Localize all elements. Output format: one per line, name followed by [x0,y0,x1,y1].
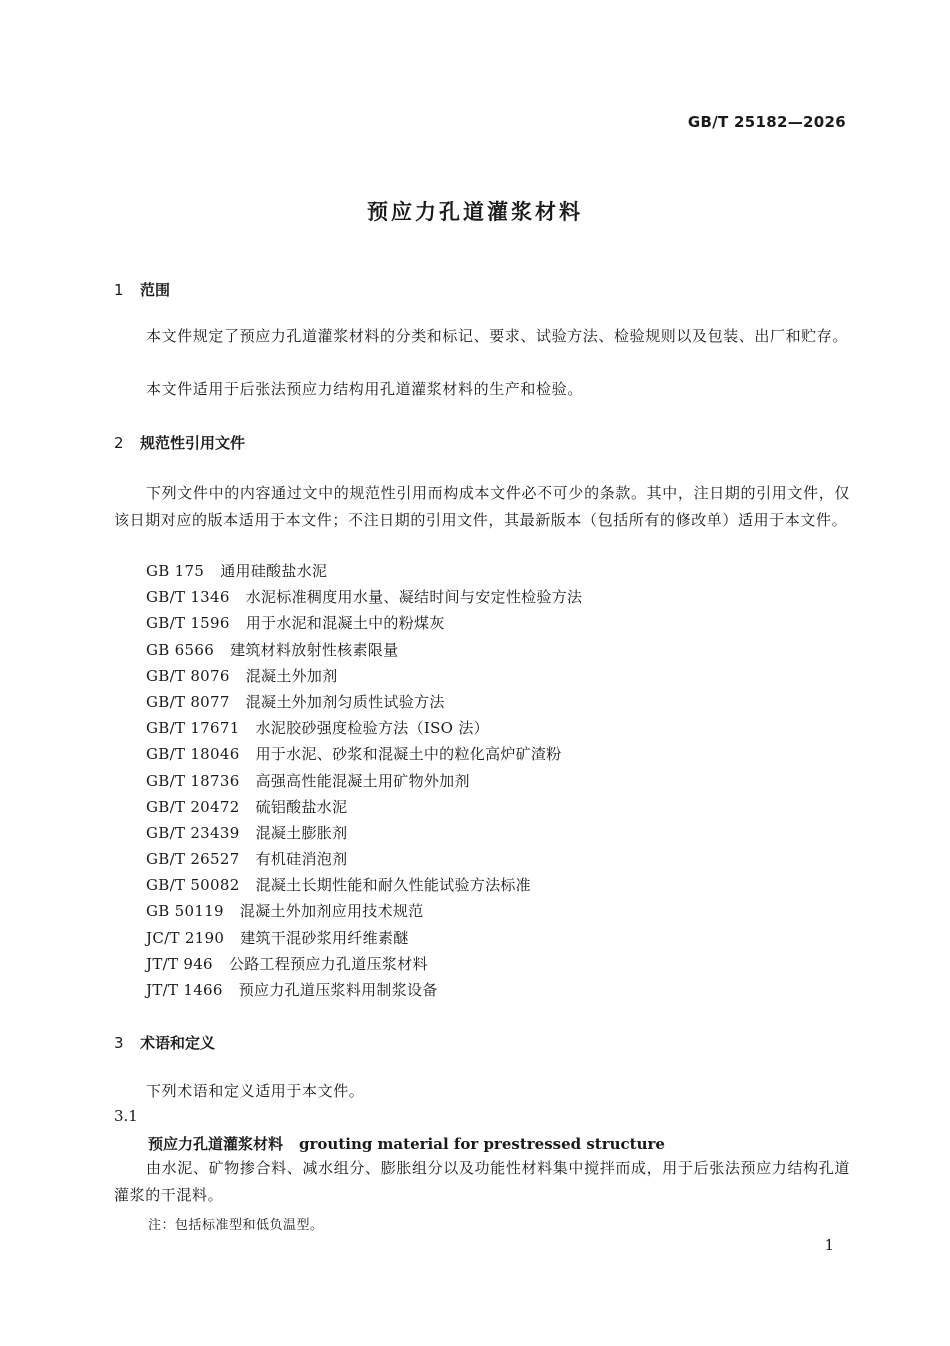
reference-item [146,846,582,872]
reference-code: GB 6566 [146,640,215,659]
reference-item [146,925,582,951]
reference-item [146,741,582,767]
page-number: 1 [824,1236,834,1254]
reference-code: GB/T 26527 [146,850,240,869]
section-number: 3 [114,1034,124,1052]
reference-code: GB/T 8076 [146,666,230,685]
reference-title: 公路工程预应力孔道压浆材料 [228,954,428,973]
reference-item [146,637,582,663]
section-title: 范围 [140,281,171,299]
reference-title: 硫铝酸盐水泥 [255,797,348,816]
section-title: 规范性引用文件 [140,434,246,452]
reference-code: GB 50119 [146,902,224,921]
reference-item [146,689,582,715]
references-intro-paragraph: 下列文件中的内容通过文中的规范性引用而构成本文件必不可少的条款。其中，注日期的引用文件，仅该日期对应的版本适用于本文件；不注日期的引用文件，其最新版本（包括所有的修改单）适用于本文件。 [114,484,850,529]
reference-title: 混凝土外加剂匀质性试验方法 [245,692,445,711]
reference-item [146,768,582,794]
reference-title: 建筑材料放射性核素限量 [230,640,399,659]
section-heading-terms-definitions [114,1032,215,1053]
section-number: 1 [114,281,124,299]
reference-title: 高强高性能混凝土用矿物外加剂 [255,771,470,790]
section-title: 术语和定义 [140,1034,216,1052]
reference-item [146,558,582,584]
reference-item [146,610,582,636]
reference-title: 水泥标准稠度用水量、凝结时间与安定性检验方法 [245,588,583,607]
reference-item [146,872,582,898]
reference-code: GB/T 23439 [146,823,240,842]
reference-title: 水泥胶砂强度检验方法（ISO 法） [255,719,489,738]
reference-title: 混凝土膨胀剂 [255,823,348,842]
reference-title: 预应力孔道压浆料用制浆设备 [238,981,438,999]
reference-title: 有机硅消泡剂 [255,850,348,869]
document-title: 预应力孔道灌浆材料 [367,200,583,224]
section-number: 2 [114,434,124,452]
reference-title: 用于水泥和混凝土中的粉煤灰 [245,614,445,633]
term-entry [148,1133,665,1154]
reference-code: GB/T 1346 [146,588,230,607]
reference-code: JT/T 946 [146,954,213,973]
reference-list [146,558,582,1003]
reference-title: 用于水泥、砂浆和混凝土中的粒化高炉矿渣粉 [255,745,562,764]
reference-code: GB/T 17671 [146,719,240,738]
term-definition: 由水泥、矿物掺合料、减水组分、膨胀组分以及功能性材料集中搅拌而成，用于后张法预应力结构孔道灌浆的干混料。 [114,1159,850,1204]
reference-code: GB/T 18736 [146,771,240,790]
reference-title: 建筑干混砂浆用纤维素醚 [240,928,409,947]
term-number: 3.1 [114,1107,138,1125]
term-note: 注：包括标准型和低负温型。 [148,1218,324,1233]
reference-item [146,898,582,924]
scope-paragraph-1: 本文件规定了预应力孔道灌浆材料的分类和标记、要求、试验方法、检验规则以及包装、出厂和贮存。 [146,327,849,345]
terms-intro-paragraph: 下列术语和定义适用于本文件。 [146,1082,365,1100]
standard-number: GB/T 25182—2026 [687,113,846,131]
reference-code: GB/T 20472 [146,797,240,816]
term-name-zh: 预应力孔道灌浆材料 [148,1135,284,1153]
reference-code: GB/T 18046 [146,745,240,764]
reference-item [146,715,582,741]
reference-title: 混凝土外加剂 [245,666,338,685]
term-name-en: grouting material for prestressed structure [299,1135,665,1153]
reference-code: JT/T 1466 [146,981,223,999]
reference-code: GB/T 8077 [146,692,230,711]
reference-item [146,820,582,846]
reference-item [146,977,582,1003]
reference-code: GB 175 [146,562,205,580]
reference-title: 混凝土外加剂应用技术规范 [239,902,424,921]
reference-title: 混凝土长期性能和耐久性能试验方法标准 [255,876,531,895]
reference-code: JC/T 2190 [146,928,225,947]
reference-item [146,663,582,689]
reference-item [146,584,582,610]
scope-paragraph-2: 本文件适用于后张法预应力结构用孔道灌浆材料的生产和检验。 [146,380,583,398]
reference-code: GB/T 1596 [146,614,230,633]
reference-item [146,794,582,820]
section-heading-scope [114,279,170,300]
reference-title: 通用硅酸盐水泥 [220,562,328,580]
reference-code: GB/T 50082 [146,876,240,895]
reference-item [146,951,582,977]
section-heading-normative-references [114,432,245,453]
